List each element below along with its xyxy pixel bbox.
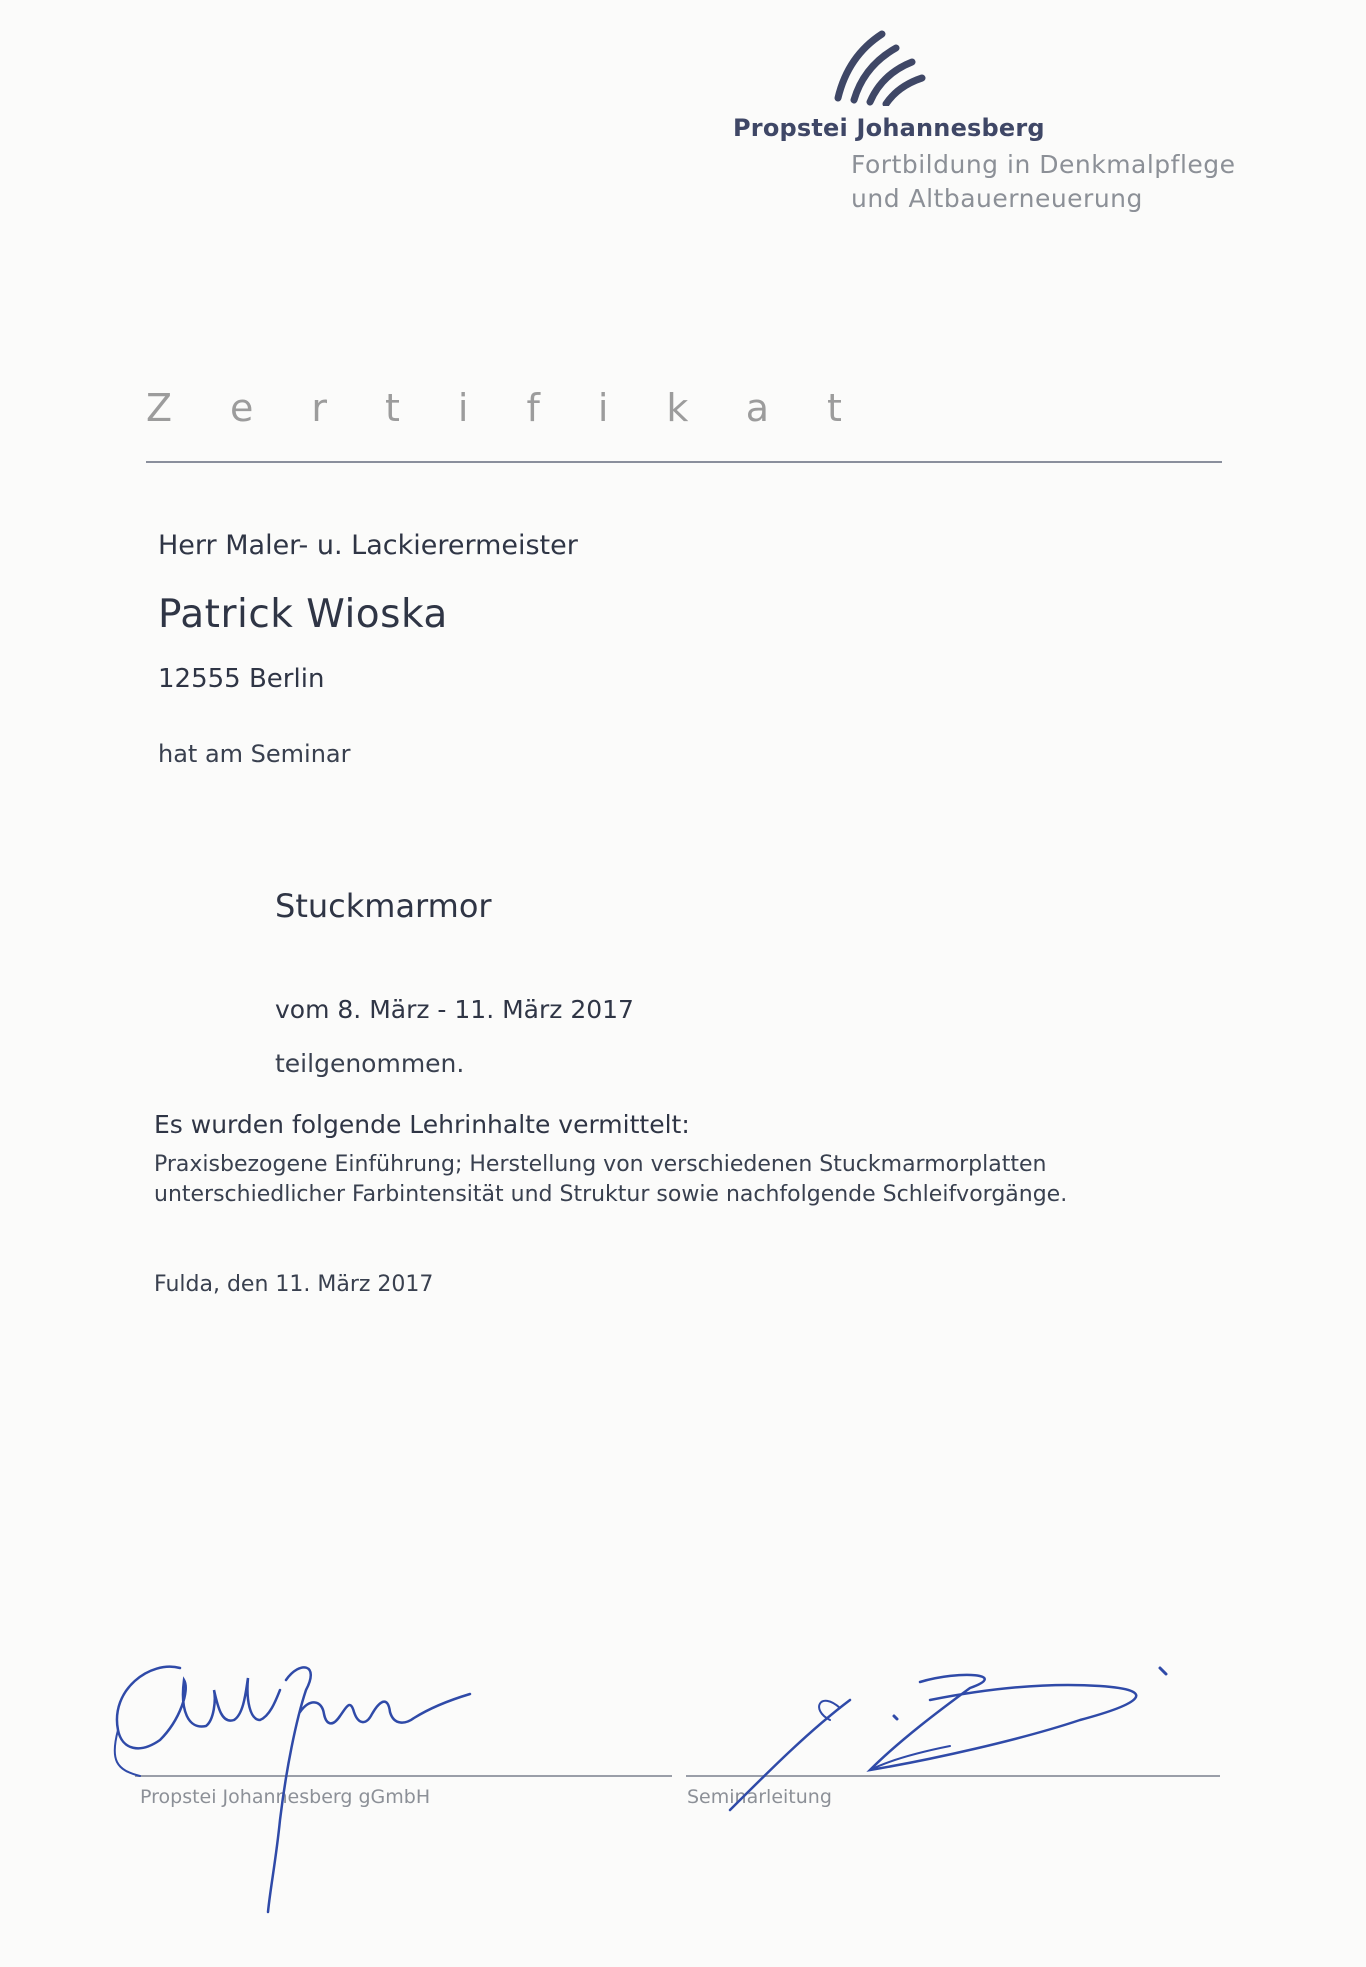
handwritten-signature-left bbox=[110, 1650, 510, 1920]
contents-line-1: Praxisbezogene Einführung; Herstellung von verschiedenen Stuckmarmorplatten bbox=[154, 1152, 1047, 1177]
org-name: Propstei Johannesberg bbox=[733, 114, 1045, 142]
recipient-city: 12555 Berlin bbox=[158, 664, 325, 694]
handwritten-signature-right bbox=[720, 1660, 1190, 1860]
recipient-name: Patrick Wioska bbox=[158, 592, 448, 637]
signature-label-left: Propstei Johannesberg gGmbH bbox=[140, 1786, 431, 1808]
certificate-title: Zertifikat bbox=[146, 386, 900, 430]
title-divider bbox=[146, 461, 1222, 463]
contents-line-2: unterschiedlicher Farbintensität und Struktur sowie nachfolgende Schleifvorgänge. bbox=[154, 1182, 1068, 1207]
recipient-salutation: Herr Maler- u. Lackierermeister bbox=[158, 530, 578, 561]
signature-label-right: Seminarleitung bbox=[687, 1786, 832, 1808]
seminar-dates: vom 8. März - 11. März 2017 bbox=[275, 995, 634, 1024]
org-subtitle-line1: Fortbildung in Denkmalpflege bbox=[851, 150, 1236, 179]
seminar-name: Stuckmarmor bbox=[275, 887, 492, 925]
contents-heading: Es wurden folgende Lehrinhalte vermittelt: bbox=[154, 1110, 690, 1139]
attended-text: teilgenommen. bbox=[275, 1049, 465, 1078]
org-subtitle-line2: und Altbauerneuerung bbox=[851, 184, 1143, 213]
place-date: Fulda, den 11. März 2017 bbox=[154, 1272, 434, 1297]
arc-waves-logo-icon bbox=[830, 26, 930, 106]
intro-text: hat am Seminar bbox=[158, 740, 351, 768]
